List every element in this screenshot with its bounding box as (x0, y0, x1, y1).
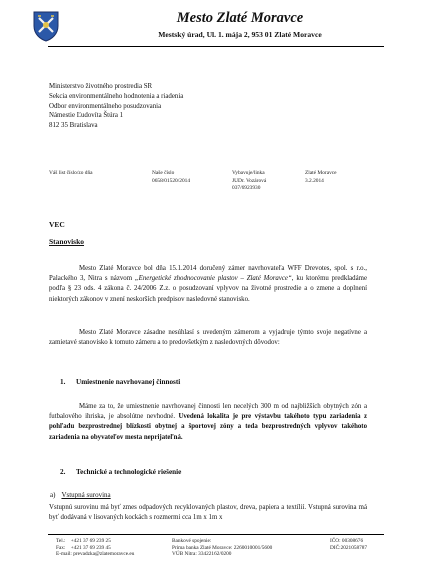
header-subtitle: Mestský úrad, Ul. 1. mája 2, 953 01 Zlaté Moravce (158, 30, 322, 39)
ref-our-number-label: Naše číslo (152, 170, 175, 176)
subject-label: VEC (49, 220, 65, 229)
footer-contacts (56, 538, 134, 558)
paragraph-location (49, 402, 367, 443)
ref-handled-by (232, 170, 266, 193)
paragraph-input-material (49, 503, 367, 523)
footer-bank-line: Prima banka Zlaté Moravce: 2260010001/5600 (172, 544, 273, 551)
ref-your-letter-label: Váš list číslo/zo dňa (49, 170, 93, 176)
intro-text-end: , ku ktorému predkladáme podľa § 23 ods. 4 zákona č. 24/2006 Z.z. o posudzovaní vplyvov na životné prostredie a o zmene a doplnení niektorých zákonov v znení neskorších predpisov nasledovné stanovisko. (49, 275, 367, 303)
paragraph-intro (49, 264, 367, 305)
footer-phone: Tel.: +421 37 69 239 25 (56, 538, 111, 544)
footer-dic: DIČ:2021058787 (330, 544, 368, 551)
input-material-text: Vstupnú surovinu má byť zmes odpadových recyklovaných plastov, dreva, papiera a textílií. Vstupná surovina má byť dodávaná v lisovaných kockách s rozmermi cca 1m x 1m x (49, 504, 367, 522)
location-text-bold: Uvedená lokalita je pre výstavbu takéhoto typu zariadenia z pohľadu bezprostrednej blízkosti obytnej a športovej zóny a teda bezprostredných vplyvov takéhoto zariadenia na obyvateľov mesta neprijateľná. (49, 413, 367, 441)
section-title: Technické a technologické riešenie (76, 468, 182, 476)
recipient-line: 812 35 Bratislava (49, 122, 98, 130)
ref-place-date (305, 170, 337, 185)
subject-title: Stanovisko (49, 237, 85, 246)
footer-bank-label: Bankové spojenie: (172, 538, 212, 544)
ref-our-number (152, 170, 190, 185)
ref-date-value: 3.2.2014 (305, 177, 324, 184)
header-title: Mesto Zlaté Moravce (176, 10, 304, 26)
footer-fax: Fax: +421 37 69 239 45 (56, 544, 111, 551)
paragraph-position (49, 328, 367, 348)
subsection-title: Vstupná surovina (61, 491, 111, 499)
recipient-line: Námestie Ľudovíta Štúra 1 (49, 112, 124, 120)
footer-bank-line: VÚB Nitra: 33422162/0200 (172, 551, 232, 558)
header-divider (48, 46, 384, 47)
subsection-letter: a) (50, 491, 56, 499)
section-1-heading (60, 378, 180, 386)
ref-handled-by-name: JUDr. Vozárová (232, 177, 267, 184)
footer-email: E-mail: prevadzka@zlatemoravce.eu (56, 551, 135, 558)
footer-divider (48, 534, 384, 535)
footer-bank (172, 538, 272, 558)
recipient-line: Ministerstvo životného prostredia SR (49, 83, 153, 90)
section-title: Umiestnenie navrhovanej činnosti (76, 378, 181, 386)
ref-our-number-value: 0658/01520/2014 (152, 177, 191, 184)
subsection-heading (50, 491, 111, 499)
section-2-heading (60, 468, 181, 476)
city-coat-of-arms-logo (32, 10, 60, 42)
position-text: Mesto Zlaté Moravce zásadne nesúhlasí s uvedeným zámerom a vyjadruje týmto svoje negatívne a zamietavé stanovisko k tomuto zámeru a to predovšetkým z nasledovných dôvodov: (49, 329, 367, 347)
section-number: 1. (60, 378, 66, 386)
intro-text-start: Mesto Zlaté Moravce bol dňa 15.1.2014 doručený zámer navrhovateľa WFF Drevotes, spol. s r.o., Palackého 3, Nitra s názvom (49, 265, 367, 283)
recipient-address (49, 82, 183, 131)
recipient-line: Sekcia environmentálneho hodnotenia a riadenia (49, 92, 184, 100)
ref-handled-by-label: Vybavuje/linka (232, 170, 265, 176)
recipient-line: Odbor environmentálneho posudzovania (49, 102, 162, 110)
project-title: „Energetické zhodnocovanie plastov – Zlaté Moravce“ (134, 275, 292, 283)
ref-handled-by-phone: 037/6923930 (232, 185, 261, 191)
footer-ico: IČO: 00308676 (330, 538, 364, 544)
footer-ids (330, 538, 367, 551)
section-number: 2. (60, 468, 66, 476)
location-text: Máme za to, že umiestnenie navrhovanej činnosti len necelých 300 m od najbližších obytných zón a futbalového ihriska, je absolútne nevhodné. (49, 403, 367, 421)
ref-place-label: Zlaté Moravce (305, 170, 337, 176)
